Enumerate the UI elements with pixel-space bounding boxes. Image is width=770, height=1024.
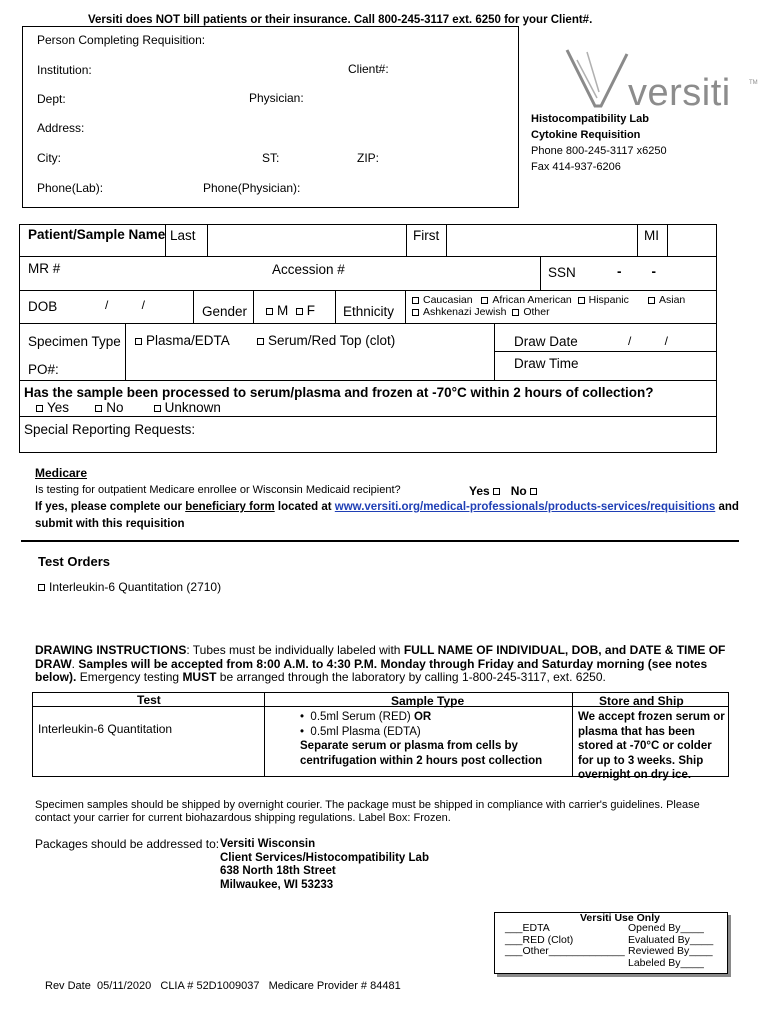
sample-note-2: centrifugation within 2 hours post collection xyxy=(300,754,543,767)
table-header-store-ship: Store and Ship xyxy=(599,694,684,708)
interleukin-6-label: Interleukin-6 Quantitation (2710) xyxy=(49,580,222,594)
accession-label[interactable]: Accession # xyxy=(272,262,345,277)
medicare-options xyxy=(469,485,541,497)
use-only-left xyxy=(505,923,625,958)
ssn-separators: - - xyxy=(617,264,656,279)
address-line: Versiti Wisconsin xyxy=(220,838,316,850)
draw-time-label[interactable]: Draw Time xyxy=(514,356,579,371)
physician-label[interactable]: Physician: xyxy=(249,91,304,105)
lab-fax: Fax 414-937-6206 xyxy=(531,161,621,173)
other-ethnicity-label: Other xyxy=(523,306,550,318)
zip-label[interactable]: ZIP: xyxy=(357,151,380,165)
first-name-label[interactable]: First xyxy=(413,228,440,243)
asian-checkbox[interactable] xyxy=(648,297,655,304)
gender-m-label: M xyxy=(277,303,289,318)
medicare-title: Medicare xyxy=(35,466,88,480)
processed-no-checkbox[interactable] xyxy=(95,405,102,412)
shipping-text-1: Specimen samples should be shipped by overnight courier. The package must be shipped in compliance with carrier's guidelines. Please xyxy=(35,799,700,811)
opened-by-field[interactable]: Opened By____ xyxy=(628,922,704,934)
phone-physician-label[interactable]: Phone(Physician): xyxy=(203,181,301,195)
processed-no-label: No xyxy=(106,400,124,415)
logo-wordmark: versiti xyxy=(628,72,731,114)
person-completing-label[interactable]: Person Completing Requisition: xyxy=(37,33,206,47)
state-label[interactable]: ST: xyxy=(262,151,280,165)
section-divider xyxy=(21,540,739,542)
special-requests-label[interactable]: Special Reporting Requests: xyxy=(24,422,196,437)
form-name: Cytokine Requisition xyxy=(531,129,641,141)
table-header-sample-type: Sample Type xyxy=(391,694,465,708)
store-line: overnight on dry ice. xyxy=(578,769,692,781)
processed-unknown-label: Unknown xyxy=(164,400,221,415)
medicare-instr-c: and xyxy=(718,501,739,513)
address-line: Client Services/Histocompatibility Lab xyxy=(220,851,429,864)
gender-options xyxy=(266,304,315,318)
billing-notice: Versiti does NOT bill patients or their insurance. Call 800-245-3117 ext. 6250 for your Client#. xyxy=(88,14,593,26)
address-line: Milwaukee, WI 53233 xyxy=(220,878,334,891)
evaluated-by-field[interactable]: Evaluated By____ xyxy=(628,933,714,946)
ethnicity-label: Ethnicity xyxy=(343,304,395,319)
draw-date-label[interactable]: Draw Date xyxy=(514,334,578,349)
drawing-bold-3: MUST xyxy=(182,670,217,684)
medicare-question: Is testing for outpatient Medicare enrollee or Wisconsin Medicaid recipient? xyxy=(35,484,401,496)
beneficiary-form-link[interactable]: beneficiary form xyxy=(185,501,275,513)
po-label[interactable]: PO#: xyxy=(28,362,59,377)
use-only-red-clot[interactable]: ___RED (Clot) xyxy=(505,933,574,946)
medicare-instr-b: located at xyxy=(277,501,332,513)
shipping-text-2: contact your carrier for current biohazardous shipping regulations. Label Box: Frozen. xyxy=(35,812,451,824)
ethnicity-options-row1 xyxy=(412,295,629,306)
dept-label[interactable]: Dept: xyxy=(37,92,66,106)
drawing-instructions xyxy=(35,644,745,685)
test-orders-title: Test Orders xyxy=(38,554,111,569)
dob-label[interactable]: DOB xyxy=(28,299,58,314)
drawing-text-1: : Tubes must be individually labeled with xyxy=(186,643,401,657)
serum-red-top-checkbox[interactable] xyxy=(257,338,264,345)
medicare-no-label: No xyxy=(510,484,527,498)
medicare-instructions-line2: submit with this requisition xyxy=(35,518,185,530)
medicare-yes-label: Yes xyxy=(469,484,490,498)
drawing-text-5: be arranged through the laboratory by calling 1-800-245-3117, ext. 6250. xyxy=(219,670,606,684)
address-line: 638 North 18th Street xyxy=(220,865,336,877)
gender-label: Gender xyxy=(202,304,248,319)
middle-initial-label[interactable]: MI xyxy=(644,228,659,243)
sample-note-1: Separate serum or plasma from cells by xyxy=(300,740,518,752)
city-label[interactable]: City: xyxy=(37,151,61,165)
use-only-edta[interactable]: ___EDTA xyxy=(505,922,550,934)
drawing-bold-1: FULL NAME OF INDIVIDUAL, DOB, and DATE & TIME OF DRAW xyxy=(35,643,726,671)
interleukin-6-checkbox[interactable] xyxy=(38,584,45,591)
ashkenazi-checkbox[interactable] xyxy=(412,309,419,316)
plasma-option xyxy=(135,334,230,348)
address-label[interactable]: Address: xyxy=(37,121,85,135)
plasma-edta-checkbox[interactable] xyxy=(135,338,142,345)
lab-phone: Phone 800-245-3117 x6250 xyxy=(531,145,667,157)
store-line: plasma that has been xyxy=(578,725,695,738)
medicare-yes-checkbox[interactable] xyxy=(493,488,500,495)
dob-separators: / / xyxy=(105,298,146,312)
store-line: We accept frozen serum or xyxy=(578,711,725,723)
drawing-text-3: Emergency xyxy=(79,670,141,684)
sample-serum: 0.5ml Serum (RED) xyxy=(310,711,411,723)
institution-label[interactable]: Institution: xyxy=(37,63,92,77)
processed-unknown-checkbox[interactable] xyxy=(154,405,161,412)
medicare-instructions-line1 xyxy=(35,502,739,514)
test-order-item xyxy=(38,581,221,593)
medicare-instr-a: If yes, please complete our xyxy=(35,501,183,513)
ssn-label[interactable]: SSN xyxy=(548,265,576,280)
patient-name-title: Patient/Sample Name xyxy=(28,227,166,242)
asian-option xyxy=(648,295,685,306)
sample-plasma: 0.5ml Plasma (EDTA) xyxy=(310,725,421,738)
store-line: stored at -70°C or colder xyxy=(578,740,712,752)
processed-question: Has the sample been processed to serum/plasma and frozen at -70°C within 2 hours of collection? xyxy=(24,385,654,400)
caucasian-checkbox[interactable] xyxy=(412,297,419,304)
table-header-test: Test xyxy=(137,693,161,707)
drawing-bold-2: Samples will be accepted from 8:00 A.M. to 4:30 P.M. Monday through Friday and Saturday morning (see notes below). xyxy=(35,656,708,684)
gender-f-checkbox[interactable] xyxy=(296,308,303,315)
plasma-edta-label: Plasma/EDTA xyxy=(146,333,230,348)
use-only-other[interactable]: ___Other_____________ xyxy=(505,945,625,958)
gender-f-label: F xyxy=(306,303,316,318)
medicare-no-checkbox[interactable] xyxy=(530,488,537,495)
logo-trademark: TM xyxy=(749,80,758,86)
client-number-label[interactable]: Client#: xyxy=(348,62,389,76)
draw-date-separators: / / xyxy=(628,334,669,348)
hispanic-label: Hispanic xyxy=(588,294,629,306)
drawing-label: DRAWING INSTRUCTIONS xyxy=(35,643,187,657)
drawing-text-2: . xyxy=(71,656,76,671)
sample-or: OR xyxy=(413,711,432,723)
processed-yes-label: Yes xyxy=(47,400,70,415)
drawing-text-4: testing xyxy=(143,670,180,684)
gender-m-checkbox[interactable] xyxy=(266,308,273,315)
processed-yes-checkbox[interactable] xyxy=(36,405,43,412)
use-only-right xyxy=(628,923,713,970)
table-store-ship xyxy=(578,710,725,783)
reviewed-by-field[interactable]: Reviewed By____ xyxy=(628,945,713,958)
caucasian-label: Caucasian xyxy=(423,294,473,306)
ethnicity-options-row2 xyxy=(412,307,550,318)
hispanic-checkbox[interactable] xyxy=(578,297,585,304)
requisitions-url-link[interactable]: www.versiti.org/medical-professionals/products-services/requisitions xyxy=(334,501,716,513)
serum-red-top-label: Serum/Red Top (clot) xyxy=(268,333,396,348)
lab-name: Histocompatibility Lab xyxy=(531,113,649,125)
other-ethnicity-checkbox[interactable] xyxy=(512,309,519,316)
last-name-label[interactable]: Last xyxy=(170,228,196,243)
processed-options xyxy=(36,401,221,415)
packages-addressed-label: Packages should be addressed to: xyxy=(35,837,220,851)
asian-label: Asian xyxy=(659,294,686,306)
store-line: for up to 3 weeks. Ship xyxy=(578,754,704,767)
african-american-label: African American xyxy=(492,294,572,306)
footer-revision: Rev Date 05/11/2020 CLIA # 52D1009037 Medicare Provider # 84481 xyxy=(45,980,401,992)
shipping-address xyxy=(220,838,429,892)
use-only-title: Versiti Use Only xyxy=(580,912,660,924)
mr-number-label[interactable]: MR # xyxy=(28,261,61,276)
serum-option xyxy=(257,334,395,348)
table-test-name: Interleukin-6 Quantitation xyxy=(38,722,173,736)
specimen-type-label: Specimen Type xyxy=(28,334,121,349)
ashkenazi-label: Ashkenazi Jewish xyxy=(423,306,507,318)
labeled-by-field[interactable]: Labeled By____ xyxy=(628,957,704,970)
phone-lab-label[interactable]: Phone(Lab): xyxy=(37,181,104,195)
table-sample-type: • 0.5ml Serum (RED) OR • 0.5ml Plasma (EDTA) Separate serum or plasma from cells by centrifugation within 2 hours post collection xyxy=(300,711,543,767)
african-american-checkbox[interactable] xyxy=(481,297,488,304)
